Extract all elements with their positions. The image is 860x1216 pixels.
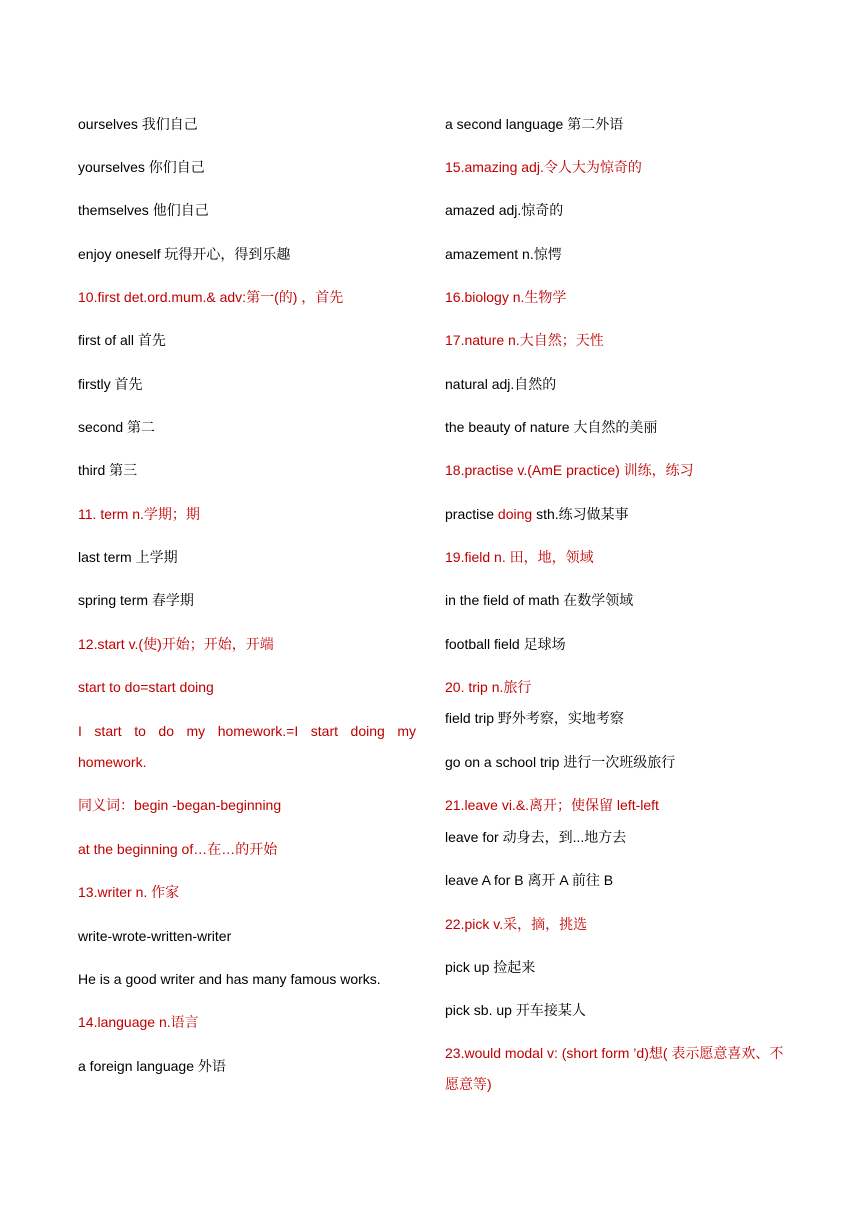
vocab-line: second 第二 <box>78 419 156 435</box>
vocab-line <box>445 504 629 524</box>
vocab-line: themselves 他们自己 <box>78 202 209 218</box>
vocab-line: He is a good writer and has many famous works. <box>78 971 381 987</box>
vocab-example: start to do=start doing <box>78 679 214 695</box>
vocab-line: leave for 动身去，到...地方去 <box>445 829 627 845</box>
vocab-line: first of all 首先 <box>78 332 166 348</box>
vocab-line: write-wrote-written-writer <box>78 928 232 944</box>
vocab-line: pick sb. up 开车接某人 <box>445 1002 586 1018</box>
vocab-line: a foreign language 外语 <box>78 1058 226 1074</box>
vocab-line: leave A for B 离开 A 前往 B <box>445 872 614 888</box>
vocab-line: football field 足球场 <box>445 636 566 652</box>
vocab-example: at the beginning of…在…的开始 <box>78 841 278 857</box>
vocab-line: field trip 野外考察，实地考察 <box>445 710 624 726</box>
vocab-line: a second language 第二外语 <box>445 116 624 132</box>
vocab-line: yourselves 你们自己 <box>78 159 205 175</box>
vocab-line: enjoy oneself 玩得开心，得到乐趣 <box>78 246 291 262</box>
vocab-heading: 18.practise v.(AmE practice) 训练，练习 <box>445 462 694 478</box>
vocab-heading: 11. term n.学期；期 <box>78 506 200 522</box>
phrase-highlight: doing <box>497 506 533 522</box>
vocab-line: last term 上学期 <box>78 549 178 565</box>
vocab-line: spring term 春学期 <box>78 592 194 608</box>
vocab-line: in the field of math 在数学领域 <box>445 592 634 608</box>
vocab-heading: 10.first det.ord.mum.& adv:第一(的) ，首先 <box>78 289 344 305</box>
vocab-example: I start to do my homework.=I start doing my <box>78 723 416 739</box>
phrase-part: sth.练习做某事 <box>532 506 629 522</box>
vocab-heading: 13.writer n. 作家 <box>78 884 180 900</box>
vocab-heading: 23.would modal v: (short form ’d)想( 表示愿意喜欢、不愿意等) <box>445 1045 784 1092</box>
phrase-part: practise <box>445 506 498 522</box>
vocab-line: third 第三 <box>78 462 138 478</box>
vocab-line: firstly 首先 <box>78 376 143 392</box>
vocab-heading: 14.language n.语言 <box>78 1014 199 1030</box>
vocab-heading: 21.leave vi.&.离开；使保留 left-left <box>445 797 659 813</box>
vocab-line: amazed adj.惊奇的 <box>445 202 564 218</box>
vocab-heading: 15.amazing adj.令人大为惊奇的 <box>445 159 642 175</box>
vocab-line: ourselves 我们自己 <box>78 116 198 132</box>
vocab-heading: 22.pick v.采，摘，挑选 <box>445 916 588 932</box>
vocab-line: the beauty of nature 大自然的美丽 <box>445 419 658 435</box>
vocab-heading: 19.field n. 田，地，领域 <box>445 549 594 565</box>
vocab-line: go on a school trip 进行一次班级旅行 <box>445 754 676 770</box>
vocab-example: 同义词：begin -began-beginning <box>78 797 282 813</box>
vocab-example: homework. <box>78 754 147 770</box>
vocab-heading: 17.nature n.大自然；天性 <box>445 332 604 348</box>
vocab-heading: 16.biology n.生物学 <box>445 289 567 305</box>
vocab-line: amazement n.惊愕 <box>445 246 562 262</box>
vocab-heading: 12.start v.(使)开始；开始，开端 <box>78 636 274 652</box>
vocab-line: natural adj.自然的 <box>445 376 557 392</box>
vocab-line: pick up 捡起来 <box>445 959 536 975</box>
vocab-heading: 20. trip n.旅行 <box>445 679 532 695</box>
